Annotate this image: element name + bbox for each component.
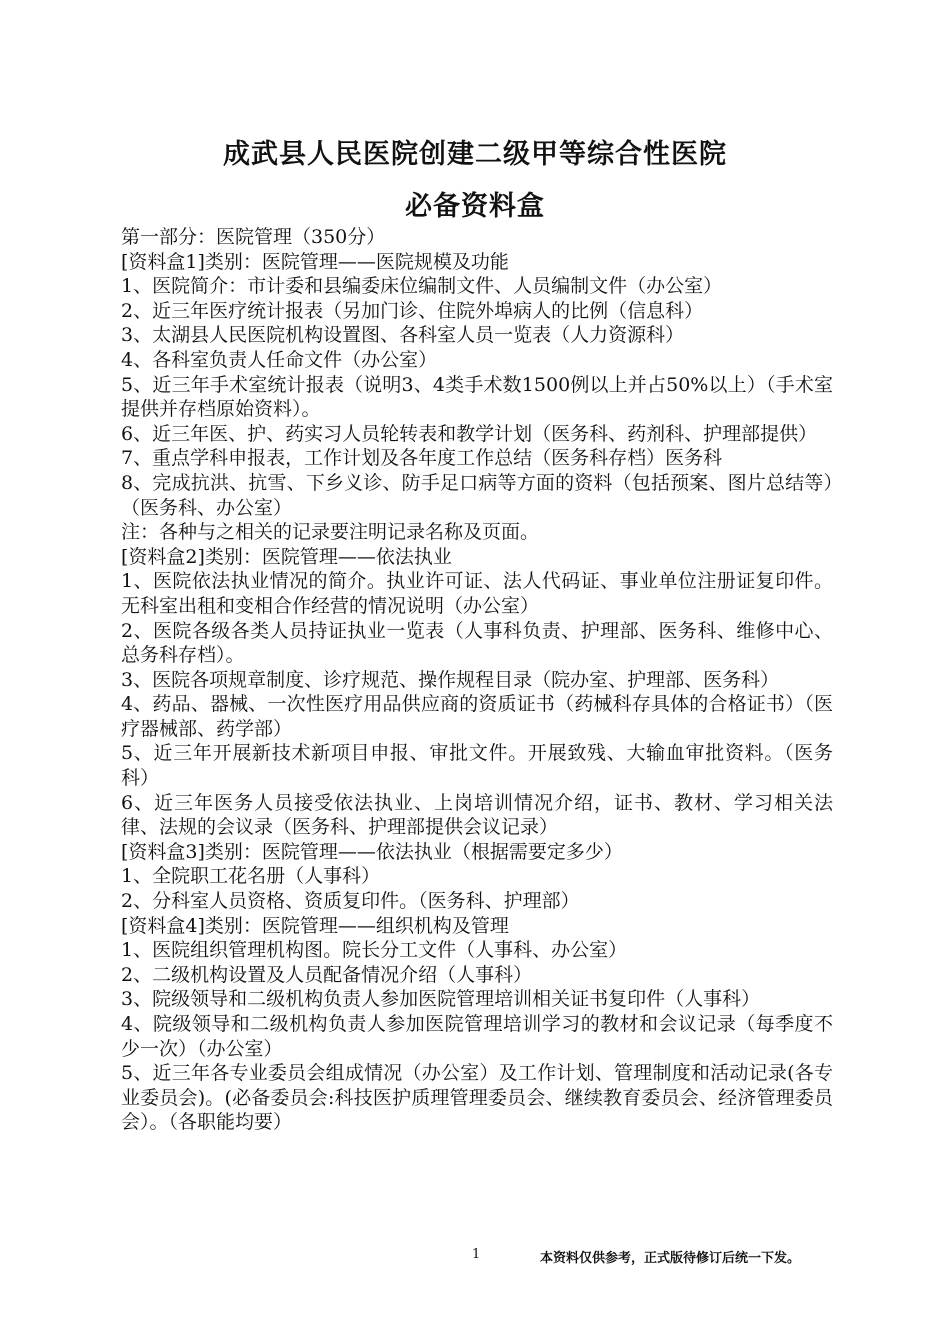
footer-note: 本资料仅供参考，正式版待修订后统一下发。 xyxy=(540,1251,801,1266)
list-item: 1、医院简介：市计委和县编委床位编制文件、人员编制文件（办公室） xyxy=(121,275,723,298)
page-footer xyxy=(0,1247,950,1271)
list-item: 2、分科室人员资格、资质复印件。（医务科、护理部） xyxy=(121,890,580,913)
list-item: 8、完成抗洪、抗雪、下乡义诊、防手足口病等方面的资料（包括预案、图片总结等）（医务科、办公室） xyxy=(121,471,833,519)
list-item: 5、近三年各专业委员会组成情况（办公室）及工作计划、管理制度和活动记录(各专业委员会)。(必备委员会:科技医护质理管理委员会、继续教育委员会、经济管理委员会）。（各职能均要） xyxy=(121,1062,833,1134)
box-heading: [资料盒2]类别：医院管理——依法执业 xyxy=(121,545,452,568)
list-item: 3、医院各项规章制度、诊疗规范、操作规程目录（院办室、护理部、医务科） xyxy=(121,668,780,691)
list-item: 3、院级领导和二级机构负责人参加医院管理培训相关证书复印件（人事科） xyxy=(121,988,761,1011)
page-number: 1 xyxy=(472,1247,481,1262)
list-item: 6、近三年医、护、药实习人员轮转表和教学计划（医务科、药剂科、护理部提供） xyxy=(121,422,818,445)
list-item: 1、医院组织管理机构图。院长分工文件（人事科、办公室） xyxy=(121,939,628,962)
list-item: 7、重点学科申报表，工作计划及各年度工作总结（医务科存档）医务科 xyxy=(121,447,723,470)
list-item: 1、医院依法执业情况的简介。执业许可证、法人代码证、事业单位注册证复印件。无科室出租和变相合作经营的情况说明（办公室） xyxy=(121,570,833,617)
document-title: 成武县人民医院创建二级甲等综合性医院 xyxy=(223,139,727,170)
box-heading: [资料盒3]类别：医院管理——依法执业（根据需要定多少） xyxy=(121,840,623,863)
list-item: 3、太湖县人民医院机构设置图、各科室人员一览表（人力资源科） xyxy=(121,324,685,347)
document-subtitle: 必备资料盒 xyxy=(405,191,545,222)
list-item: 1、全院职工花名册（人事科） xyxy=(121,865,381,888)
list-item: 4、药品、器械、一次性医疗用品供应商的资质证书（药械科存具体的合格证书）（医疗器械部、药学部） xyxy=(121,693,833,740)
list-item: 6、近三年医务人员接受依法执业、上岗培训情况介绍，证书、教材、学习相关法律、法规的会议录（医务科、护理部提供会议记录） xyxy=(121,791,833,839)
list-item: 2、近三年医疗统计报表（另加门诊、住院外埠病人的比例（信息科） xyxy=(121,299,704,322)
list-item: 5、近三年手术室统计报表（说明3、4类手术数1500例以上并占50%以上）（手术室提供并存档原始资料）。 xyxy=(121,373,833,421)
section-heading: 第一部分：医院管理（350分） xyxy=(121,226,386,248)
note-text: 注：各种与之相关的记录要注明记录名称及页面。 xyxy=(121,521,540,544)
list-item: 2、二级机构设置及人员配备情况介绍（人事科） xyxy=(121,963,533,986)
list-item: 5、近三年开展新技术新项目申报、审批文件。开展致残、大输血审批资料。（医务科） xyxy=(121,742,833,790)
list-item: 4、各科室负责人任命文件（办公室） xyxy=(121,348,438,371)
list-item: 2、医院各级各类人员持证执业一览表（人事科负责、护理部、医务科、维修中心、总务科存档）。 xyxy=(121,619,833,667)
document-body xyxy=(121,225,833,1135)
list-item: 4、院级领导和二级机构负责人参加医院管理培训学习的教材和会议记录（每季度不少一次）（办公室） xyxy=(121,1013,833,1060)
box-heading: [资料盒1]类别：医院管理——医院规模及功能 xyxy=(121,250,509,273)
box-heading: [资料盒4]类别：医院管理——组织机构及管理 xyxy=(121,914,509,937)
